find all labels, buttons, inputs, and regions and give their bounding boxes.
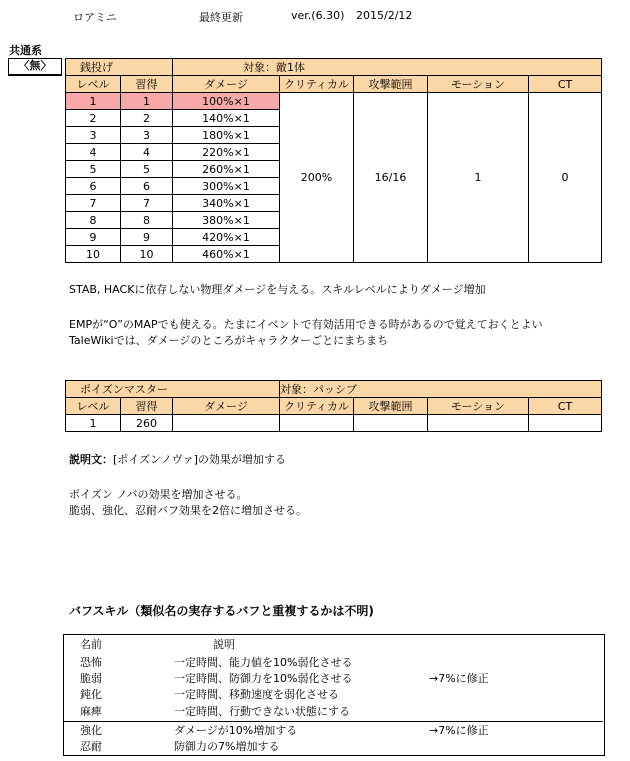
col-motion: モーション <box>428 398 529 415</box>
col-ct: CT <box>529 398 602 415</box>
cell-learn: 6 <box>121 178 173 195</box>
col-learn: 習得 <box>121 398 173 415</box>
cell-learn: 2 <box>121 110 173 127</box>
cell-ct: 0 <box>529 93 602 263</box>
col-damage: ダメージ <box>173 398 280 415</box>
skill2-name: ポイズンマスター <box>66 381 280 398</box>
cell-learn: 4 <box>121 144 173 161</box>
cell-damage: 260%×1 <box>173 161 280 178</box>
skill2-table <box>65 380 602 432</box>
buff-col-name: 名前 <box>80 638 102 651</box>
cell-damage: 220%×1 <box>173 144 280 161</box>
update-date: 2015/2/12 <box>356 9 413 22</box>
cell-damage: 340%×1 <box>173 195 280 212</box>
cell-level: 10 <box>66 246 121 263</box>
cell-level: 6 <box>66 178 121 195</box>
table-row <box>66 93 602 110</box>
cell-motion: 1 <box>428 93 529 263</box>
cell-critical: 200% <box>280 93 354 263</box>
skill2-description <box>69 451 286 467</box>
cell-damage: 420%×1 <box>173 229 280 246</box>
cell-learn: 1 <box>121 93 173 110</box>
buff-desc: ダメージが10%増加する <box>174 724 298 737</box>
col-motion: モーション <box>428 76 529 93</box>
col-level: レベル <box>66 76 121 93</box>
col-critical: クリティカル <box>280 398 354 415</box>
skill1-note: STAB, HACKに依存しない物理ダメージを与える。スキルレベルによりダメージ増加 <box>69 283 486 296</box>
buff-name: 忍耐 <box>80 740 102 753</box>
cell-level: 1 <box>66 415 121 432</box>
buff-desc: 一定時間、移動速度を弱化させる <box>174 688 339 701</box>
category-tag: 〈無〉 <box>8 58 62 76</box>
buff-name: 鈍化 <box>80 688 102 701</box>
col-ct: CT <box>529 76 602 93</box>
skill2-target: 対象：パッシブ <box>280 381 602 398</box>
cell-learn: 8 <box>121 212 173 229</box>
section-title: 共通系 <box>9 44 42 57</box>
cell-level: 5 <box>66 161 121 178</box>
cell-damage: 140%×1 <box>173 110 280 127</box>
col-critical: クリティカル <box>280 76 354 93</box>
desc-text: [ポイズンノヴァ]の効果が増加する <box>113 453 286 466</box>
buff-name: 麻痺 <box>80 705 102 718</box>
cell-level: 3 <box>66 127 121 144</box>
buff-desc: 一定時間、行動できない状態にする <box>174 705 350 718</box>
cell-learn: 10 <box>121 246 173 263</box>
col-learn: 習得 <box>121 76 173 93</box>
cell-level: 2 <box>66 110 121 127</box>
buff-desc: 一定時間、防御力を10%弱化させる <box>174 672 353 685</box>
document-name: ロアミニ <box>73 11 117 24</box>
skill1-note: TaleWikiでは、ダメージのところがキャラクターごとにまちまち <box>69 334 389 347</box>
buff-name: 恐怖 <box>80 656 102 669</box>
skill1-table <box>65 58 602 263</box>
cell-learn: 3 <box>121 127 173 144</box>
cell-damage: 100%×1 <box>173 93 280 110</box>
buff-note: →7%に修正 <box>429 724 489 737</box>
cell-damage <box>173 415 280 432</box>
col-damage: ダメージ <box>173 76 280 93</box>
buff-name: 強化 <box>80 724 102 737</box>
cell-level: 1 <box>66 93 121 110</box>
cell-ct <box>529 415 602 432</box>
skill2-note: 脆弱、強化、忍耐バフ効果を2倍に増加させる。 <box>69 504 307 517</box>
cell-level: 9 <box>66 229 121 246</box>
cell-damage: 180%×1 <box>173 127 280 144</box>
buff-desc: 防御力の7%増加する <box>174 740 280 753</box>
cell-learn: 5 <box>121 161 173 178</box>
cell-motion <box>428 415 529 432</box>
cell-learn: 260 <box>121 415 173 432</box>
skill1-name: 銭投げ <box>66 59 173 76</box>
skill1-target: 対象：敵1体 <box>173 59 602 76</box>
buff-note: →7%に修正 <box>429 672 489 685</box>
cell-damage: 460%×1 <box>173 246 280 263</box>
skill1-note: EMPが“O”のMAPでも使える。たまにイベントで有効活用できる時があるので覚えておくとよい <box>69 318 543 331</box>
last-updated-label: 最終更新 <box>199 11 243 24</box>
cell-critical <box>280 415 354 432</box>
buff-name: 脆弱 <box>80 672 102 685</box>
cell-damage: 380%×1 <box>173 212 280 229</box>
col-level: レベル <box>66 398 121 415</box>
buff-section-title: バフスキル（類似名の実存するバフと重複するかは不明) <box>69 604 374 618</box>
col-range: 攻撃範囲 <box>354 76 428 93</box>
buff-table-divider <box>63 721 603 722</box>
skill2-note: ポイズン ノバの効果を増加させる。 <box>69 488 248 501</box>
buff-col-desc: 説明 <box>213 638 235 651</box>
cell-level: 7 <box>66 195 121 212</box>
cell-learn: 9 <box>121 229 173 246</box>
version: ver.(6.30) <box>291 9 345 22</box>
cell-learn: 7 <box>121 195 173 212</box>
buff-desc: 一定時間、能力値を10%弱化させる <box>174 656 353 669</box>
cell-range <box>354 415 428 432</box>
col-range: 攻撃範囲 <box>354 398 428 415</box>
desc-label: 説明文： <box>69 453 113 466</box>
cell-level: 8 <box>66 212 121 229</box>
cell-level: 4 <box>66 144 121 161</box>
cell-damage: 300%×1 <box>173 178 280 195</box>
table-row <box>66 415 602 432</box>
cell-range: 16/16 <box>354 93 428 263</box>
